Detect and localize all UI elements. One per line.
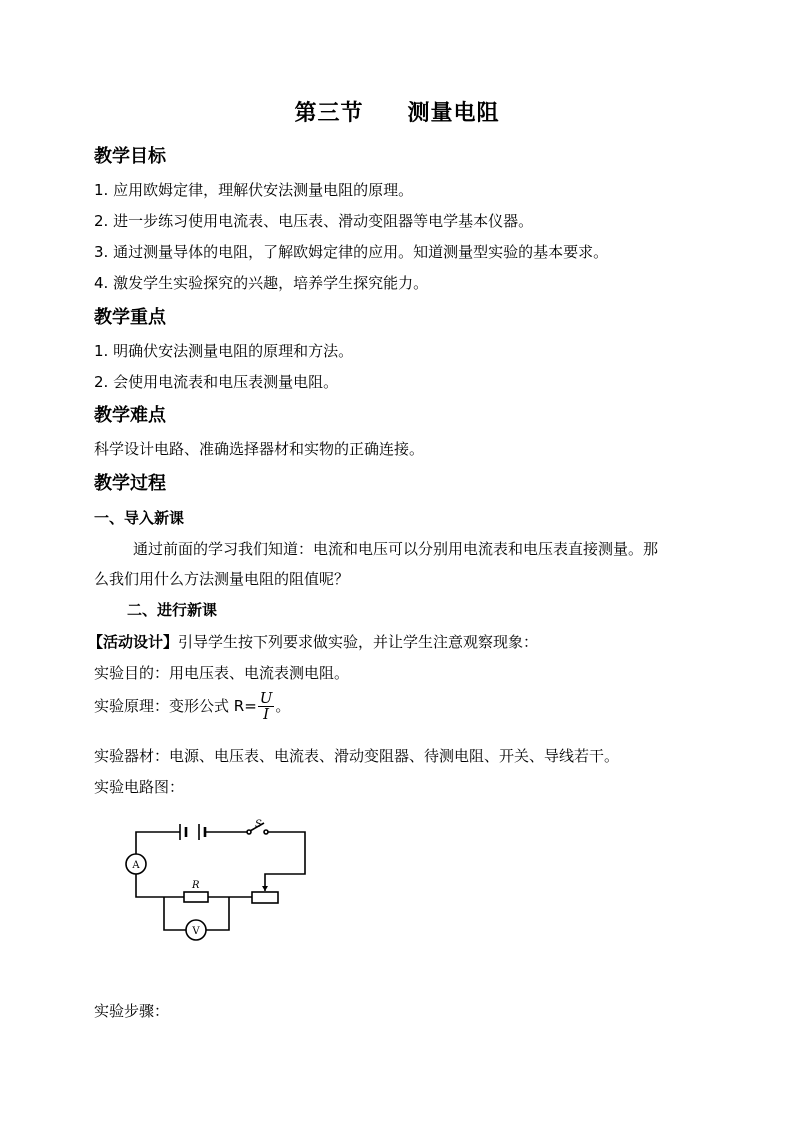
activity-bracket-label: 【活动设计】	[88, 633, 179, 651]
resistor-symbol	[184, 892, 208, 902]
formula-denominator: I	[263, 705, 270, 723]
title-section-number: 第三节	[294, 101, 364, 126]
key-point-item-1: 1. 明确伏安法测量电阻的原理和方法。	[94, 342, 354, 360]
objective-item-2: 2. 进一步练习使用电流表、电压表、滑动变阻器等电学基本仪器。	[94, 212, 534, 230]
new-lesson-heading: 二、进行新课	[127, 601, 218, 619]
title-topic: 测量电阻	[407, 101, 500, 126]
wire-switch-to-rheostat	[265, 832, 305, 880]
wire-top-left	[136, 832, 180, 854]
experiment-purpose: 实验目的：用电压表、电流表测电阻。	[94, 664, 350, 682]
intro-paragraph-line-2: 么我们用什么方法测量电阻的阻值呢？	[94, 570, 350, 588]
ammeter-label: A	[132, 860, 140, 871]
circuit-diagram-label: 实验电路图：	[94, 778, 185, 796]
process-heading: 教学过程	[94, 473, 166, 494]
difficulties-heading: 教学难点	[94, 405, 166, 426]
resistor-label: R	[192, 880, 200, 891]
voltmeter-label: V	[192, 926, 200, 937]
intro-paragraph-line-1: 通过前面的学习我们知道：电流和电压可以分别用电流表和电压表直接测量。那	[133, 540, 659, 558]
rheostat-arrow-head	[262, 886, 268, 891]
key-points-heading: 教学重点	[94, 307, 166, 328]
rheostat-symbol	[252, 892, 278, 903]
activity-design: 【活动设计】引导学生按下列要求做实验，并让学生注意观察现象：	[88, 633, 539, 651]
switch-contact-right	[264, 830, 268, 834]
key-point-item-2: 2. 会使用电流表和电压表测量电阻。	[94, 373, 339, 391]
objective-item-4: 4. 激发学生实验探究的兴趣，培养学生探究能力。	[94, 274, 429, 292]
experiment-principle: 实验原理：变形公式 R= $\frac{U}{I}$ 。	[94, 689, 291, 723]
formula-numerator: U	[259, 689, 273, 707]
objective-item-1: 1. 应用欧姆定律，理解伏安法测量电阻的原理。	[94, 181, 414, 199]
switch-label: S	[255, 819, 262, 830]
experiment-steps-label: 实验步骤：	[94, 1002, 170, 1020]
objective-item-3: 3. 通过测量导体的电阻，了解欧姆定律的应用。知道测量型实验的基本要求。	[94, 243, 609, 261]
wire-voltmeter-left	[164, 897, 186, 930]
objectives-heading: 教学目标	[94, 146, 166, 167]
experiment-equipment: 实验器材：电源、电压表、电流表、滑动变阻器、待测电阻、开关、导线若干。	[94, 747, 620, 765]
wire-ammeter-down	[136, 874, 164, 897]
difficulties-text: 科学设计电路、准确选择器材和实物的正确连接。	[94, 440, 425, 458]
intro-heading: 一、导入新课	[94, 509, 185, 527]
wire-voltmeter-right	[206, 897, 229, 930]
